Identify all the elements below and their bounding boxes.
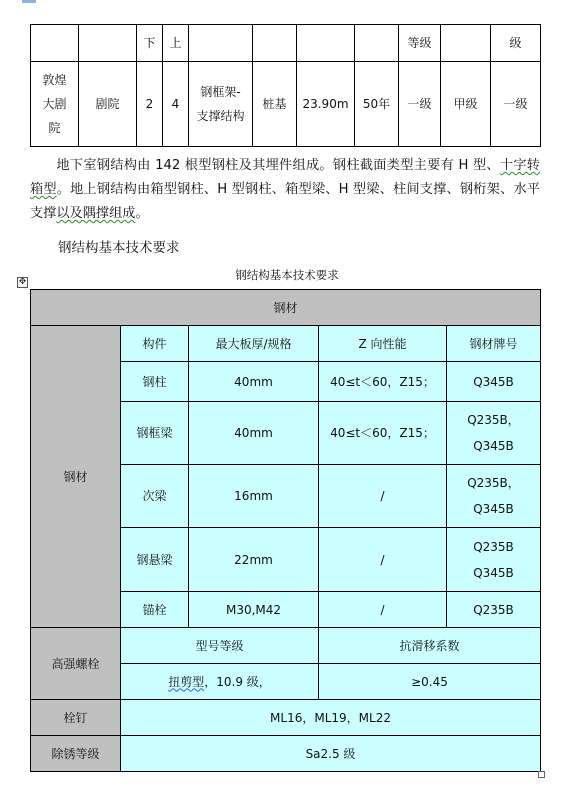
foundation-cell: 桩基 — [253, 62, 297, 147]
info-header-cell: 上 — [163, 25, 189, 62]
structure-type-cell — [189, 62, 253, 147]
table-resize-handle[interactable] — [538, 771, 545, 778]
z-property-cell: / — [319, 592, 447, 628]
grade-line: Q235B， — [467, 413, 520, 427]
grade-cell: 甲级 — [441, 62, 491, 147]
thickness-cell: 22mm — [189, 528, 319, 592]
bolt-model-rest: ，10.9 级， — [204, 674, 271, 689]
info-header-cell: 级 — [491, 25, 541, 62]
thickness-cell: M30,M42 — [189, 592, 319, 628]
design-life-cell: 50年 — [355, 62, 399, 147]
building-type-cell: 剧院 — [79, 62, 137, 147]
bolt-label: 高强螺栓 — [31, 628, 121, 700]
grade-cell: 一级 — [491, 62, 541, 147]
z-property-cell: 40≤t＜60，Z15； — [319, 362, 447, 402]
project-name-line: 大剧 — [42, 97, 67, 111]
grade-cell — [447, 362, 541, 402]
page-top-marker — [22, 0, 36, 3]
rust-row — [31, 736, 541, 772]
stud-label: 栓钉 — [31, 700, 121, 736]
stud-value: ML16，ML19，ML22 — [121, 700, 541, 736]
bolt-model-value — [121, 664, 319, 700]
structure-type-line: 钢框架- — [200, 85, 241, 99]
grade-line: Q235B — [473, 539, 514, 554]
bolt-model-underlined: 扭剪型 — [168, 674, 205, 689]
bolt-model-header: 型号等级 — [121, 628, 319, 664]
project-name-line: 敦煌 — [42, 73, 67, 87]
grade-cell: 一级 — [399, 62, 441, 147]
paragraph-underlined-text: 以及隅撑组成 — [56, 206, 136, 221]
floors-below-cell: 2 — [137, 62, 163, 147]
paragraph-text: 。地上钢结构由箱型钢柱、H 型钢柱、箱型梁、H 型梁、柱间支撑、钢桁架、水平支撑 — [30, 182, 541, 221]
member-cell: 钢悬梁 — [121, 528, 189, 592]
grade-line: Q345B — [473, 502, 514, 516]
grade-line: Q345B — [473, 374, 514, 389]
grade-line: Q235B — [473, 602, 514, 617]
project-name-cell — [31, 62, 79, 147]
col-header-z: Z 向性能 — [319, 326, 447, 362]
thickness-cell: 16mm — [189, 465, 319, 528]
grade-cell — [447, 402, 541, 465]
bolt-header-row — [31, 628, 541, 664]
info-header-cell — [355, 25, 399, 62]
member-cell: 钢框梁 — [121, 402, 189, 465]
spec-header-row — [31, 326, 541, 362]
info-header-cell — [189, 25, 253, 62]
spec-title-cell: 钢材 — [31, 290, 541, 326]
structure-description-paragraph — [30, 154, 540, 226]
steel-group-label: 钢材 — [31, 326, 121, 628]
info-header-cell — [441, 25, 491, 62]
paragraph-text: 地下室钢结构由 142 根型钢柱及其埋件组成。钢柱截面类型主要有 H 型、 — [56, 158, 500, 173]
grade-cell — [447, 592, 541, 628]
bolt-slip-header: 抗滑移系数 — [319, 628, 541, 664]
info-header-row — [31, 25, 541, 62]
paragraph-underlined-text: 十字转箱型 — [30, 158, 540, 197]
rust-value: Sa2.5 级 — [121, 736, 541, 772]
info-header-cell — [253, 25, 297, 62]
info-data-row — [31, 62, 541, 147]
member-cell: 锚栓 — [121, 592, 189, 628]
stud-row — [31, 700, 541, 736]
table-caption: 钢结构基本技术要求 — [235, 268, 339, 282]
member-cell: 次梁 — [121, 465, 189, 528]
structure-type-line: 支撑结构 — [196, 109, 245, 123]
info-header-cell — [31, 25, 79, 62]
col-header-grade: 钢材牌号 — [447, 326, 541, 362]
info-header-cell — [297, 25, 355, 62]
z-property-cell: / — [319, 465, 447, 528]
table-move-handle-icon[interactable]: ✥ — [18, 277, 27, 287]
grade-line: Q345B — [473, 439, 514, 453]
grade-line: Q235B， — [467, 476, 520, 490]
thickness-cell: 40mm — [189, 362, 319, 402]
project-name-line: 院 — [48, 121, 61, 135]
height-cell: 23.90m — [297, 62, 355, 147]
floors-above-cell: 4 — [163, 62, 189, 147]
info-header-cell: 等级 — [399, 25, 441, 62]
paragraph-text: 。 — [135, 206, 149, 221]
info-header-cell — [79, 25, 137, 62]
grade-cell — [447, 465, 541, 528]
thickness-cell: 40mm — [189, 402, 319, 465]
grade-cell — [447, 528, 541, 592]
section-subheading: 钢结构基本技术要求 — [58, 240, 180, 256]
project-info-table — [30, 24, 541, 147]
z-property-cell: / — [319, 528, 447, 592]
bolt-slip-value: ≥0.45 — [319, 664, 541, 700]
spec-title-row — [31, 290, 541, 326]
steel-spec-table — [30, 289, 541, 772]
info-header-cell: 下 — [137, 25, 163, 62]
z-property-cell: 40≤t＜60，Z15； — [319, 402, 447, 465]
member-cell: 钢柱 — [121, 362, 189, 402]
grade-line: Q345B — [473, 565, 514, 580]
rust-label: 除锈等级 — [31, 736, 121, 772]
col-header-member: 构件 — [121, 326, 189, 362]
col-header-thickness: 最大板厚/规格 — [189, 326, 319, 362]
